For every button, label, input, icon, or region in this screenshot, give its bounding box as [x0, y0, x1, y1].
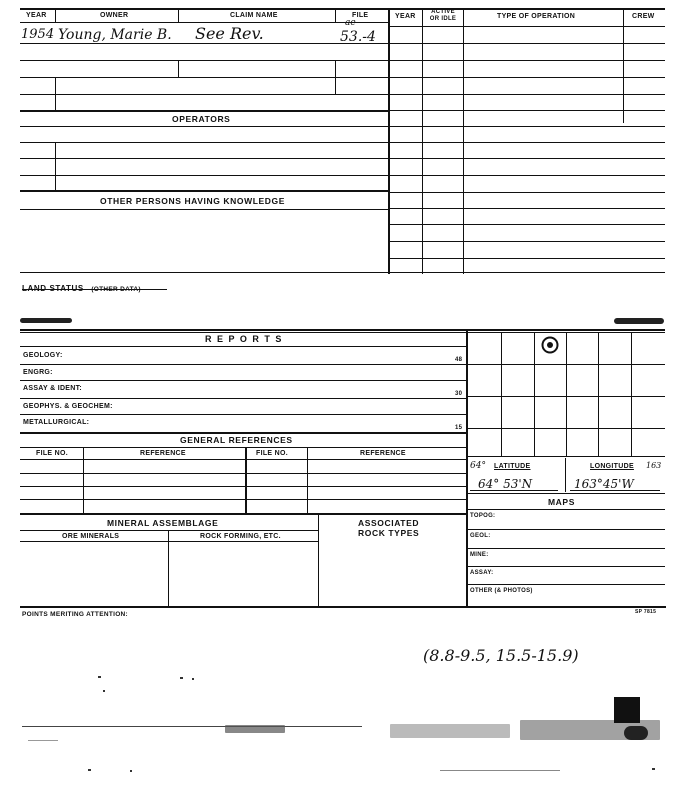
genref-col-reference-2: REFERENCE [360, 450, 406, 457]
handwritten-note: (8.8-9.5, 15.5-15.9) [423, 646, 579, 665]
general-references-heading: GENERAL REFERENCES [180, 435, 293, 445]
rock-forming-label: ROCK FORMING, ETC. [200, 533, 281, 540]
maps-other-label: OTHER (& PHOTOS) [470, 588, 533, 594]
reports-metallurgical-label: METALLURGICAL: [23, 419, 90, 426]
genref-col-reference-1: REFERENCE [140, 450, 186, 457]
reports-assay-label: ASSAY & IDENT: [23, 385, 83, 392]
land-status [22, 278, 141, 296]
reports-geology-num: 48 [455, 357, 463, 363]
reports-assay-num: 30 [455, 391, 463, 397]
maps-assay-label: ASSAY: [470, 570, 494, 576]
maps-mine-label: MINE: [470, 552, 489, 558]
points-meriting-attention-label: POINTS MERITING ATTENTION: [22, 611, 129, 618]
entry-year: 1954 [21, 27, 55, 42]
entry-owner: Young, Marie B. [58, 27, 172, 43]
reports-engrg-label: ENGRG: [23, 369, 53, 376]
rock-types-label: ROCK TYPES [358, 528, 420, 538]
genref-col-file-no-2: FILE NO. [256, 450, 288, 457]
col-header-year-right: YEAR [395, 13, 416, 20]
genref-col-file-no-1: FILE NO. [36, 450, 68, 457]
land-status-sub: (OTHER DATA) [91, 286, 141, 293]
scan-smudge-right [614, 318, 664, 324]
form-number: SP 7815 [635, 609, 657, 615]
col-header-year: YEAR [26, 12, 47, 19]
reports-heading: R E P O R T S [205, 334, 283, 344]
col-header-claim-name: CLAIM NAME [230, 12, 278, 19]
longitude-value: 163°45'W [574, 477, 634, 491]
latitude-label: LATITUDE [494, 463, 531, 470]
scan-smudge-left [20, 318, 72, 323]
entry-file: 53.-4 [340, 29, 376, 45]
land-status-label: LAND STATUS [22, 284, 84, 293]
col-header-active-or-idle: ACTIVE OR IDLE [429, 9, 457, 22]
operators-heading: OPERATORS [172, 114, 231, 124]
ore-minerals-label: ORE MINERALS [62, 533, 120, 540]
latitude-value: 64° 53'N [478, 477, 533, 491]
col-header-file: FILE [352, 12, 369, 19]
maps-geol-label: GEOL: [470, 533, 491, 539]
reports-geophys-label: GEOPHYS. & GEOCHEM: [23, 403, 113, 410]
mineral-assemblage-heading: MINERAL ASSEMBLAGE [107, 518, 219, 528]
entry-file-superscript: ae [345, 18, 356, 28]
longitude-label: LONGITUDE [590, 463, 634, 470]
col-header-type-of-operation: TYPE OF OPERATION [497, 13, 576, 20]
reports-metallurgical-num: 15 [455, 425, 463, 431]
col-header-owner: OWNER [100, 12, 129, 19]
other-persons-heading: OTHER PERSONS HAVING KNOWLEDGE [100, 196, 286, 206]
col-header-crew: CREW [632, 13, 655, 20]
maps-heading: MAPS [548, 497, 575, 507]
location-marker-icon [541, 336, 559, 354]
entry-claim-name: See Rev. [195, 24, 264, 43]
associated-label: ASSOCIATED [358, 518, 420, 528]
latitude-prefix: 64° [470, 461, 486, 471]
longitude-suffix: 163 [646, 461, 662, 470]
maps-topog-label: TOPOG: [470, 513, 496, 519]
reports-geology-label: GEOLOGY: [23, 352, 63, 359]
